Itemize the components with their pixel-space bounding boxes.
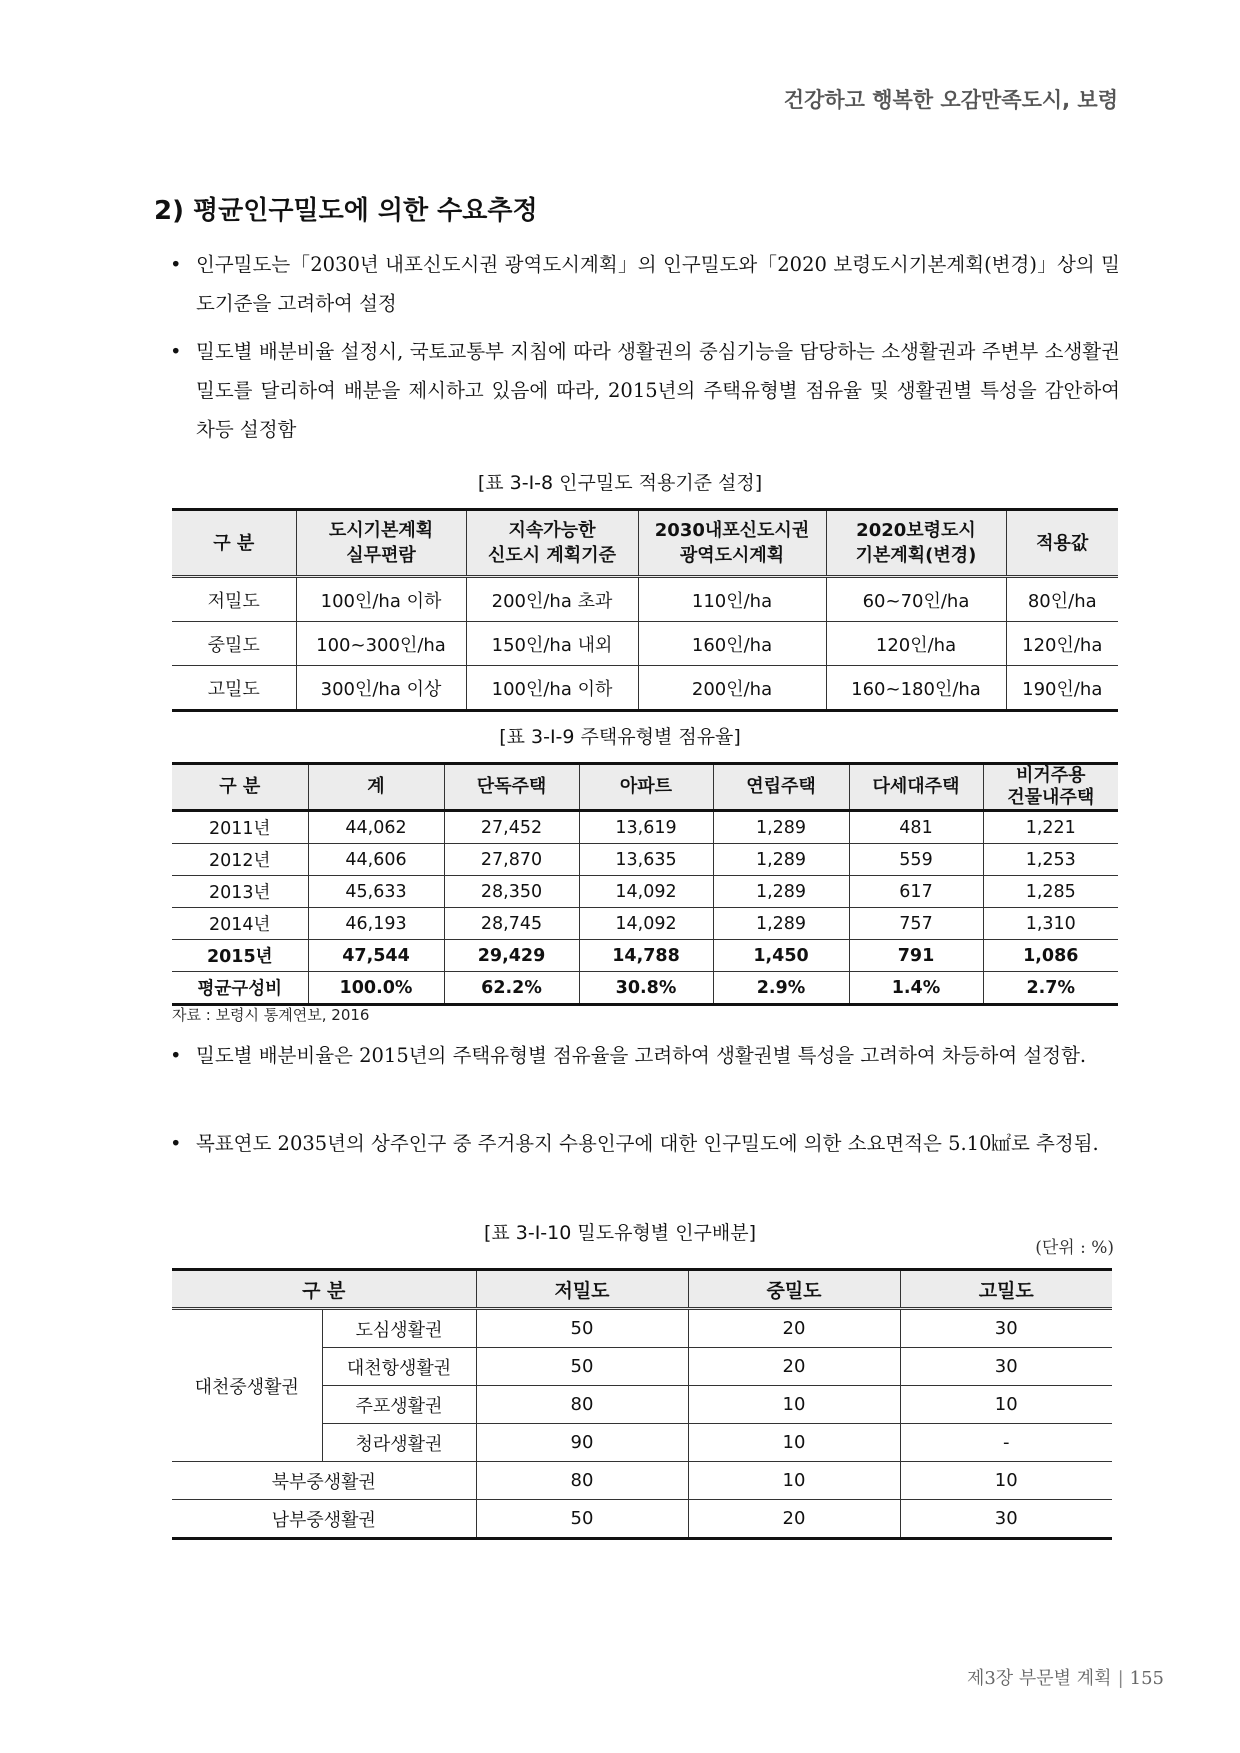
- table-cell: 남부중생활권: [172, 1500, 476, 1539]
- table-cell: 13,635: [579, 844, 713, 876]
- table-cell: 46,193: [308, 908, 444, 940]
- table-cell: 200인/ha: [638, 666, 826, 711]
- table-source-note: 자료 : 보령시 통계연보, 2016: [172, 1006, 370, 1024]
- bullet-text: 밀도별 배분비율은 2015년의 주택유형별 점유율을 고려하여 생활권별 특성을 고려하여 차등하여 설정함.: [196, 1044, 1087, 1067]
- bullet-paragraph: [170, 1124, 1120, 1163]
- table-cell: 2011년: [172, 811, 308, 844]
- table-cell: 30: [900, 1348, 1112, 1386]
- table-cell: 791: [849, 940, 983, 972]
- table-cell: 200인/ha 초과: [466, 577, 638, 622]
- table-row: [172, 940, 1118, 972]
- bullet-paragraph: [170, 245, 1120, 323]
- table-row: [172, 811, 1118, 844]
- table-cell: 10: [900, 1462, 1112, 1500]
- column-header: 단독주택: [444, 764, 579, 811]
- table-cell: 120인/ha: [826, 622, 1006, 666]
- section-title: 2) 평균인구밀도에 의한 수요추정: [154, 196, 538, 226]
- table-header-row: [172, 764, 1118, 811]
- table-cell: 100.0%: [308, 972, 444, 1005]
- table-cell: 13,619: [579, 811, 713, 844]
- table-cell: 14,092: [579, 908, 713, 940]
- table-cell: 1,289: [713, 908, 849, 940]
- column-header: 계: [308, 764, 444, 811]
- table-cell: 27,452: [444, 811, 579, 844]
- table-cell: 30.8%: [579, 972, 713, 1005]
- table-row: [172, 1500, 1112, 1539]
- table-cell: 30: [900, 1500, 1112, 1539]
- table-cell: 30: [900, 1309, 1112, 1348]
- table-row: [172, 972, 1118, 1005]
- table-cell: 1.4%: [849, 972, 983, 1005]
- table-cell: 20: [688, 1309, 900, 1348]
- table-header-row: [172, 510, 1118, 577]
- table-row: [172, 577, 1118, 622]
- table-cell: 110인/ha: [638, 577, 826, 622]
- table-cell: 50: [476, 1348, 688, 1386]
- table-cell: 62.2%: [444, 972, 579, 1005]
- density-distribution-table: [172, 1268, 1112, 1540]
- bullet-dot: •: [170, 340, 182, 363]
- bullet-text: 목표연도 2035년의 상주인구 중 주거용지 수용인구에 대한 인구밀도에 의한 소요면적은 5.10㎢로 추정됨.: [196, 1132, 1099, 1155]
- table-cell: 중밀도: [172, 622, 296, 666]
- table-cell: 2012년: [172, 844, 308, 876]
- page-number: 155: [1129, 1668, 1164, 1689]
- table-cell: 20: [688, 1500, 900, 1539]
- group-label-cell: 대천중생활권: [172, 1309, 322, 1462]
- column-header: 도시기본계획 실무편람: [296, 510, 466, 577]
- page-footer: [967, 1664, 1164, 1690]
- table-cell: 2.7%: [983, 972, 1118, 1005]
- table-cell: 44,606: [308, 844, 444, 876]
- table-row: [172, 908, 1118, 940]
- table-cell: 481: [849, 811, 983, 844]
- bullet-paragraph: [170, 1036, 1120, 1075]
- table-row: [172, 876, 1118, 908]
- table-cell: 10: [688, 1424, 900, 1462]
- column-header: 아파트: [579, 764, 713, 811]
- table-cell: 300인/ha 이상: [296, 666, 466, 711]
- table-cell: 2.9%: [713, 972, 849, 1005]
- column-header: 다세대주택: [849, 764, 983, 811]
- table-cell: 559: [849, 844, 983, 876]
- column-header: 구 분: [172, 764, 308, 811]
- column-header: 고밀도: [900, 1270, 1112, 1309]
- column-header: 비거주용 건물내주택: [983, 764, 1118, 811]
- table-cell: 28,350: [444, 876, 579, 908]
- unit-label: (단위 : %): [1035, 1238, 1114, 1258]
- table-cell: 100~300인/ha: [296, 622, 466, 666]
- table-cell: 80: [476, 1386, 688, 1424]
- housing-type-table: [172, 762, 1118, 1006]
- table-cell: 도심생활권: [322, 1309, 476, 1348]
- bullet-dot: •: [170, 1044, 182, 1067]
- table-cell: 고밀도: [172, 666, 296, 711]
- table-cell: 14,788: [579, 940, 713, 972]
- running-header: 건강하고 행복한 오감만족도시, 보령: [783, 88, 1118, 112]
- table3-caption: [표 3-Ⅰ-10 밀도유형별 인구배분]: [483, 1222, 757, 1244]
- bullet-dot: •: [170, 253, 182, 276]
- table-cell: 1,086: [983, 940, 1118, 972]
- table-cell: 10: [688, 1386, 900, 1424]
- table-cell: 47,544: [308, 940, 444, 972]
- table-cell: 160~180인/ha: [826, 666, 1006, 711]
- table-cell: 29,429: [444, 940, 579, 972]
- table-cell: 1,289: [713, 876, 849, 908]
- table-cell: 60~70인/ha: [826, 577, 1006, 622]
- table-cell: 2015년: [172, 940, 308, 972]
- table-cell: 150인/ha 내외: [466, 622, 638, 666]
- table-cell: 주포생활권: [322, 1386, 476, 1424]
- table-cell: 100인/ha 이하: [296, 577, 466, 622]
- bullet-dot: •: [170, 1132, 182, 1155]
- table-cell: 저밀도: [172, 577, 296, 622]
- column-header: 구 분: [172, 1270, 476, 1309]
- chapter-label: 제3장 부문별 계획: [966, 1668, 1112, 1689]
- table-cell: 10: [688, 1462, 900, 1500]
- column-header: 구 분: [172, 510, 296, 577]
- table-cell: 14,092: [579, 876, 713, 908]
- column-header: 적용값: [1006, 510, 1118, 577]
- table-cell: -: [900, 1424, 1112, 1462]
- table-cell: 45,633: [308, 876, 444, 908]
- table-cell: 대천항생활권: [322, 1348, 476, 1386]
- table-cell: 190인/ha: [1006, 666, 1118, 711]
- table-cell: 1,289: [713, 844, 849, 876]
- table-cell: 2013년: [172, 876, 308, 908]
- table-cell: 80인/ha: [1006, 577, 1118, 622]
- table-cell: 617: [849, 876, 983, 908]
- bullet-paragraph: [170, 332, 1120, 449]
- table-cell: 평균구성비: [172, 972, 308, 1005]
- table-row: [172, 1462, 1112, 1500]
- table-cell: 90: [476, 1424, 688, 1462]
- table-row: [172, 622, 1118, 666]
- table-cell: 120인/ha: [1006, 622, 1118, 666]
- table-cell: 10: [900, 1386, 1112, 1424]
- column-header: 지속가능한 신도시 계획기준: [466, 510, 638, 577]
- table2-caption: [표 3-Ⅰ-9 주택유형별 점유율]: [499, 726, 741, 748]
- table-cell: 1,221: [983, 811, 1118, 844]
- table-cell: 1,253: [983, 844, 1118, 876]
- table-cell: 1,310: [983, 908, 1118, 940]
- table1-caption: [표 3-Ⅰ-8 인구밀도 적용기준 설정]: [477, 472, 763, 494]
- table-cell: 44,062: [308, 811, 444, 844]
- table-cell: 북부중생활권: [172, 1462, 476, 1500]
- density-standard-table: [172, 508, 1118, 712]
- table-cell: 50: [476, 1309, 688, 1348]
- table-cell: 80: [476, 1462, 688, 1500]
- table-cell: 100인/ha 이하: [466, 666, 638, 711]
- column-header: 2030내포신도시권 광역도시계획: [638, 510, 826, 577]
- table-cell: 757: [849, 908, 983, 940]
- table-cell: 1,285: [983, 876, 1118, 908]
- table-cell: 28,745: [444, 908, 579, 940]
- table-row: [172, 1309, 1112, 1348]
- column-header: 연립주택: [713, 764, 849, 811]
- column-header: 중밀도: [688, 1270, 900, 1309]
- column-header: 2020보령도시 기본계획(변경): [826, 510, 1006, 577]
- footer-separator: |: [1117, 1668, 1124, 1689]
- bullet-text: 인구밀도는「2030년 내포신도시권 광역도시계획」의 인구밀도와「2020 보령도시기본계획(변경)」상의 밀도기준을 고려하여 설정: [196, 253, 1120, 315]
- table-cell: 청라생활권: [322, 1424, 476, 1462]
- column-header: 저밀도: [476, 1270, 688, 1309]
- table-cell: 1,450: [713, 940, 849, 972]
- table-cell: 27,870: [444, 844, 579, 876]
- table-cell: 2014년: [172, 908, 308, 940]
- table-row: [172, 844, 1118, 876]
- bullet-text: 밀도별 배분비율 설정시, 국토교통부 지침에 따라 생활권의 중심기능을 담당하는 소생활권과 주변부 소생활권 밀도를 달리하여 배분을 제시하고 있음에 따라, 2015년의 주택유형별 점유율 및 생활권별 특성을 감안하여 차등 설정함: [196, 340, 1120, 441]
- table-cell: 1,289: [713, 811, 849, 844]
- table-row: [172, 666, 1118, 711]
- table-header-row: [172, 1270, 1112, 1309]
- table-cell: 20: [688, 1348, 900, 1386]
- table-cell: 50: [476, 1500, 688, 1539]
- table-cell: 160인/ha: [638, 622, 826, 666]
